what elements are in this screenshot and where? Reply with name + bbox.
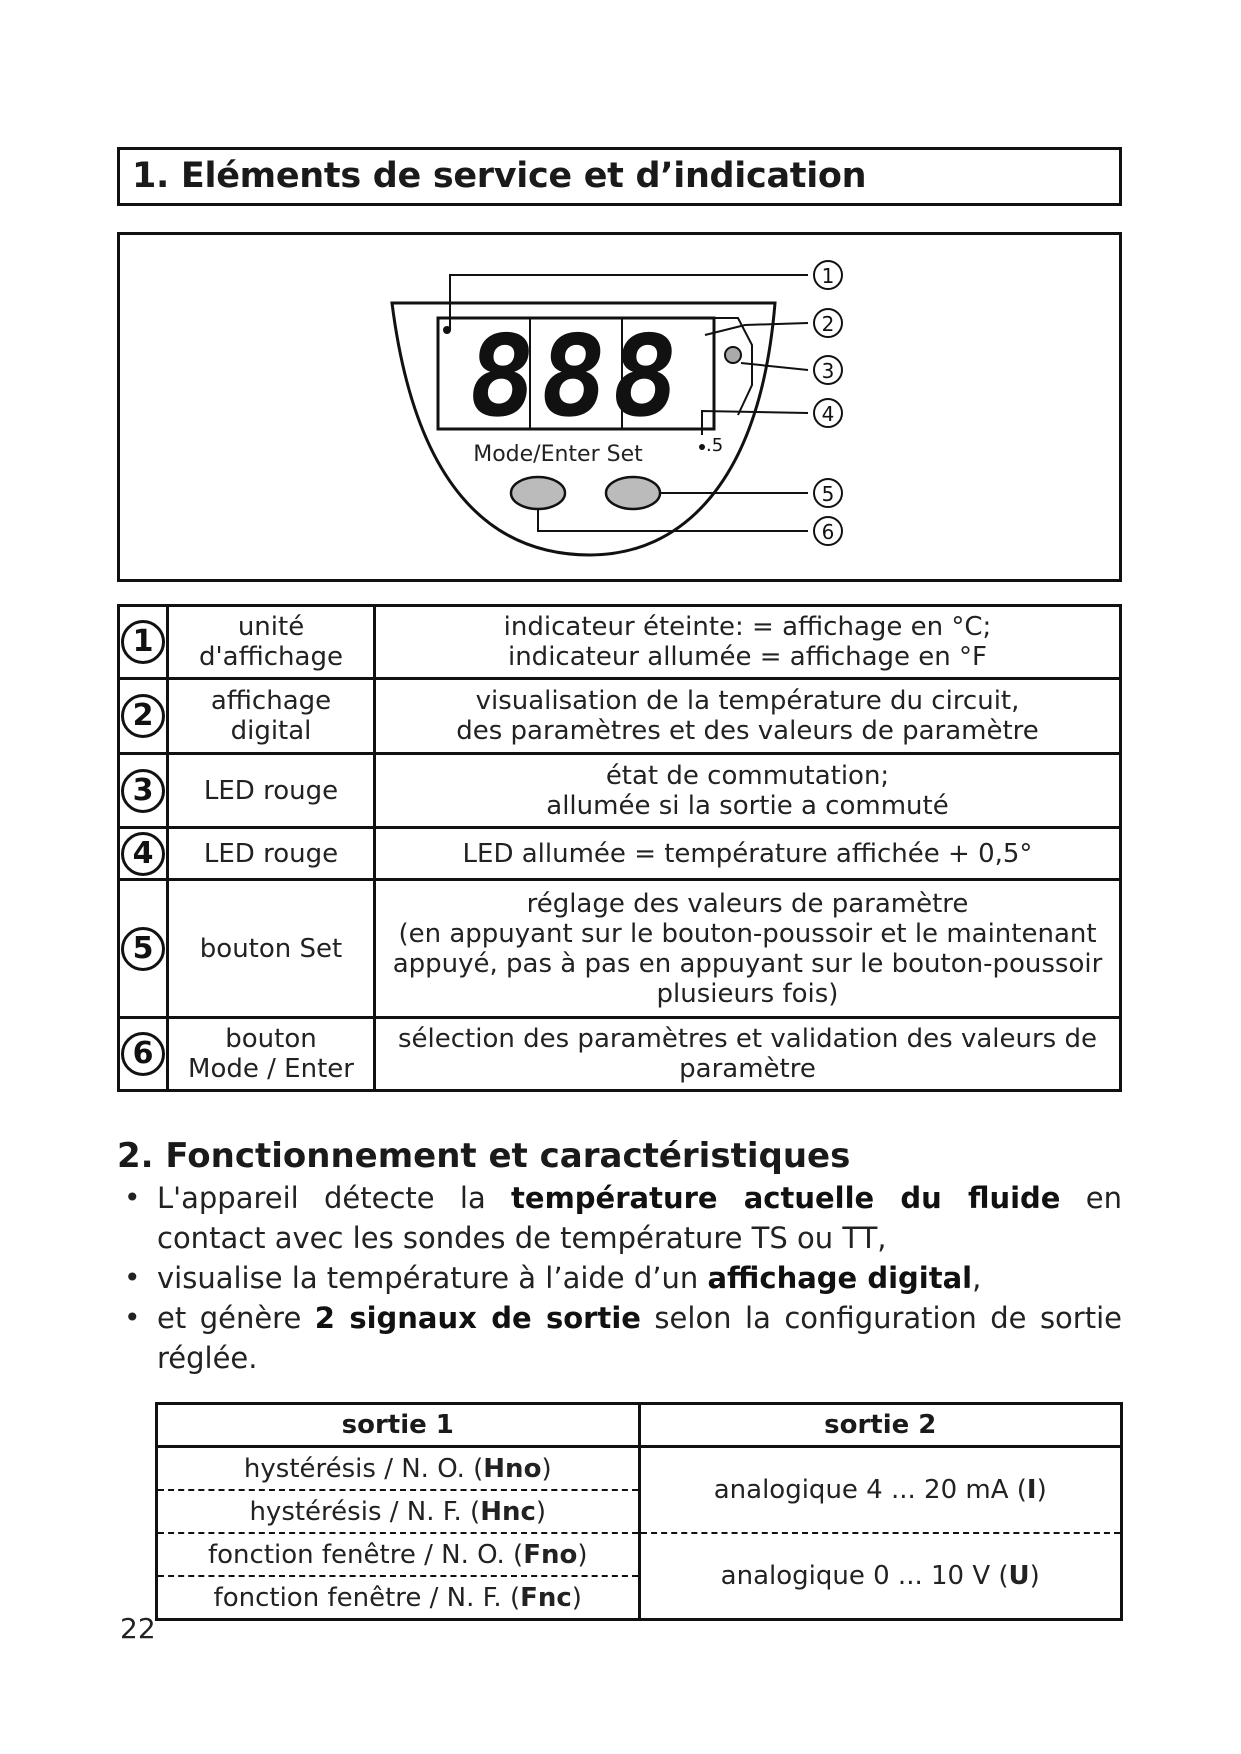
callout-2	[814, 309, 842, 337]
svg-text:1: 1	[821, 264, 835, 288]
element-description: LED allumée = température affichée + 0,5°	[375, 828, 1121, 880]
row-number: 6	[121, 1032, 165, 1076]
element-description: réglage des valeurs de paramètre (en appuyant sur le bouton-poussoir et le maintenant appuyé, pas à pas en appuyant sur le bouton-poussoir plusieurs fois)	[375, 880, 1121, 1018]
legend-row	[119, 828, 1121, 880]
element-description: état de commutation; allumée si la sortie a commuté	[375, 754, 1121, 828]
led-3	[725, 347, 741, 363]
half-degree-label: .5	[706, 435, 724, 456]
element-name: bouton Set	[168, 880, 375, 1018]
element-name: LED rouge	[168, 828, 375, 880]
svg-text:2: 2	[821, 312, 835, 336]
element-name: LED rouge	[168, 754, 375, 828]
svg-text:6: 6	[821, 520, 835, 544]
legend-row	[119, 880, 1121, 1018]
list-item: • visualise la température à l’aide d’un affichage digital,	[117, 1258, 1122, 1298]
column-header-sortie-2: sortie 2	[639, 1404, 1122, 1447]
mode-enter-button	[511, 477, 565, 509]
table-cell: hystérésis / N. O. (Hno)	[157, 1447, 640, 1491]
callout-1	[814, 261, 842, 289]
page-number: 22	[120, 1612, 156, 1645]
list-item: • et génère 2 signaux de sortie selon la configuration de sortie réglée.	[117, 1298, 1122, 1378]
element-name: unité d'affichage	[168, 606, 375, 679]
legend-row	[119, 1018, 1121, 1091]
row-number: 2	[121, 694, 165, 738]
table-cell: analogique 4 ... 20 mA (I)	[639, 1447, 1122, 1534]
device-diagram-svg	[120, 235, 1125, 585]
legend-row	[119, 606, 1121, 679]
table-cell: fonction fenêtre / N. O. (Fno)	[157, 1533, 640, 1576]
section-1-title: 1. Eléments de service et d’indication	[132, 156, 867, 196]
callout-5	[814, 479, 842, 507]
section-2-title: 2. Fonctionnement et caractéristiques	[117, 1136, 851, 1176]
row-number: 4	[121, 832, 165, 876]
legend-table	[117, 604, 1122, 1092]
row-number: 3	[121, 769, 165, 813]
table-cell: hystérésis / N. F. (Hnc)	[157, 1490, 640, 1533]
device-diagram	[117, 232, 1122, 582]
element-description: sélection des paramètres et validation des valeurs de paramètre	[375, 1018, 1121, 1091]
element-name: affichage digital	[168, 679, 375, 754]
callout-6	[814, 517, 842, 545]
svg-text:5: 5	[821, 482, 835, 506]
callout-3	[814, 356, 842, 384]
legend-row	[119, 679, 1121, 754]
set-button	[606, 477, 660, 509]
outputs-table	[155, 1402, 1123, 1621]
list-item: • L'appareil détecte la température actuelle du fluide en contact avec les sondes de température TS ou TT,	[117, 1178, 1122, 1258]
table-cell: analogique 0 ... 10 V (U)	[639, 1533, 1122, 1620]
table-cell: fonction fenêtre / N. F. (Fnc)	[157, 1576, 640, 1620]
svg-text:3: 3	[821, 359, 835, 383]
legend-row	[119, 754, 1121, 828]
section-1-heading-box	[117, 147, 1122, 206]
row-number: 5	[121, 927, 165, 971]
callout-4	[814, 399, 842, 427]
element-description: indicateur éteinte: = affichage en °C; indicateur allumée = affichage en °F	[375, 606, 1121, 679]
element-description: visualisation de la température du circuit, des paramètres et des valeurs de paramètre	[375, 679, 1121, 754]
display-digits: 888	[461, 312, 690, 442]
buttons-label: Mode/Enter Set	[473, 442, 643, 467]
section-2	[117, 1134, 1122, 1378]
element-name: bouton Mode / Enter	[168, 1018, 375, 1091]
svg-text:4: 4	[821, 402, 835, 426]
feature-list	[117, 1178, 1122, 1378]
row-number: 1	[121, 620, 165, 664]
column-header-sortie-1: sortie 1	[157, 1404, 640, 1447]
